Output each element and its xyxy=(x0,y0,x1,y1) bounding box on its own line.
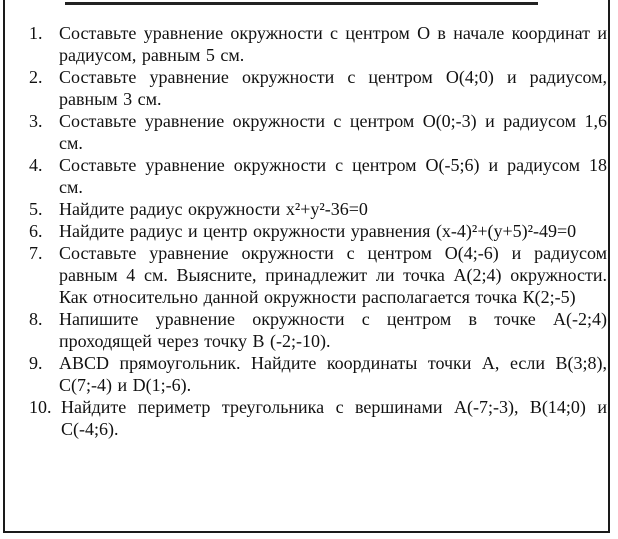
task-item-10 xyxy=(29,396,607,440)
task-number: 5. xyxy=(29,199,43,219)
task-text: Составьте уравнение окружности с центром О(4;0) и радиусом, равным 3 см. xyxy=(59,67,607,109)
task-number: 3. xyxy=(29,111,43,131)
task-number: 1. xyxy=(29,23,43,43)
task-text: Составьте уравнение окружности с центром О в начале координат и радиусом, равным 5 см. xyxy=(59,23,607,65)
task-text: ABCD прямоугольник. Найдите координаты точки А, если В(3;8), С(7;-4) и D(1;-6). xyxy=(59,353,607,395)
task-number: 8. xyxy=(29,309,43,329)
task-text: Составьте уравнение окружности с центром О(0;-3) и радиусом 1,6 см. xyxy=(59,111,607,153)
task-number: 4. xyxy=(29,155,43,175)
task-number: 6. xyxy=(29,221,43,241)
task-number: 2. xyxy=(29,67,43,87)
task-text: Составьте уравнение окружности с центром О(-5;6) и радиусом 18 см. xyxy=(59,155,607,197)
task-item-3 xyxy=(29,110,607,154)
task-item-1 xyxy=(29,22,607,66)
task-number: 7. xyxy=(29,243,43,263)
task-number: 10. xyxy=(29,397,52,417)
task-text: Найдите радиус окружности x²+y²-36=0 xyxy=(59,199,368,219)
worksheet xyxy=(3,0,610,533)
task-item-6 xyxy=(29,220,607,242)
top-rule xyxy=(65,0,538,5)
task-item-4 xyxy=(29,154,607,198)
task-text: Найдите радиус и центр окружности уравнения (x-4)²+(y+5)²-49=0 xyxy=(59,221,577,241)
task-item-8 xyxy=(29,308,607,352)
task-list xyxy=(29,22,607,440)
task-text: Составьте уравнение окружности с центром О(4;-6) и радиусом равным 4 см. Выясните, принадлежит ли точка А(2;4) окружности. Как относительно данной окружности располагается точка К(2;-5) xyxy=(59,243,607,307)
task-text: Напишите уравнение окружности с центром в точке А(-2;4) проходящей через точку В (-2;-10). xyxy=(59,309,607,351)
task-text: Найдите периметр треугольника с вершинами А(-7;-3), В(14;0) и С(-4;6). xyxy=(61,397,607,439)
task-item-5 xyxy=(29,198,607,220)
task-item-7 xyxy=(29,242,607,308)
task-number: 9. xyxy=(29,353,43,373)
task-item-9 xyxy=(29,352,607,396)
task-item-2 xyxy=(29,66,607,110)
